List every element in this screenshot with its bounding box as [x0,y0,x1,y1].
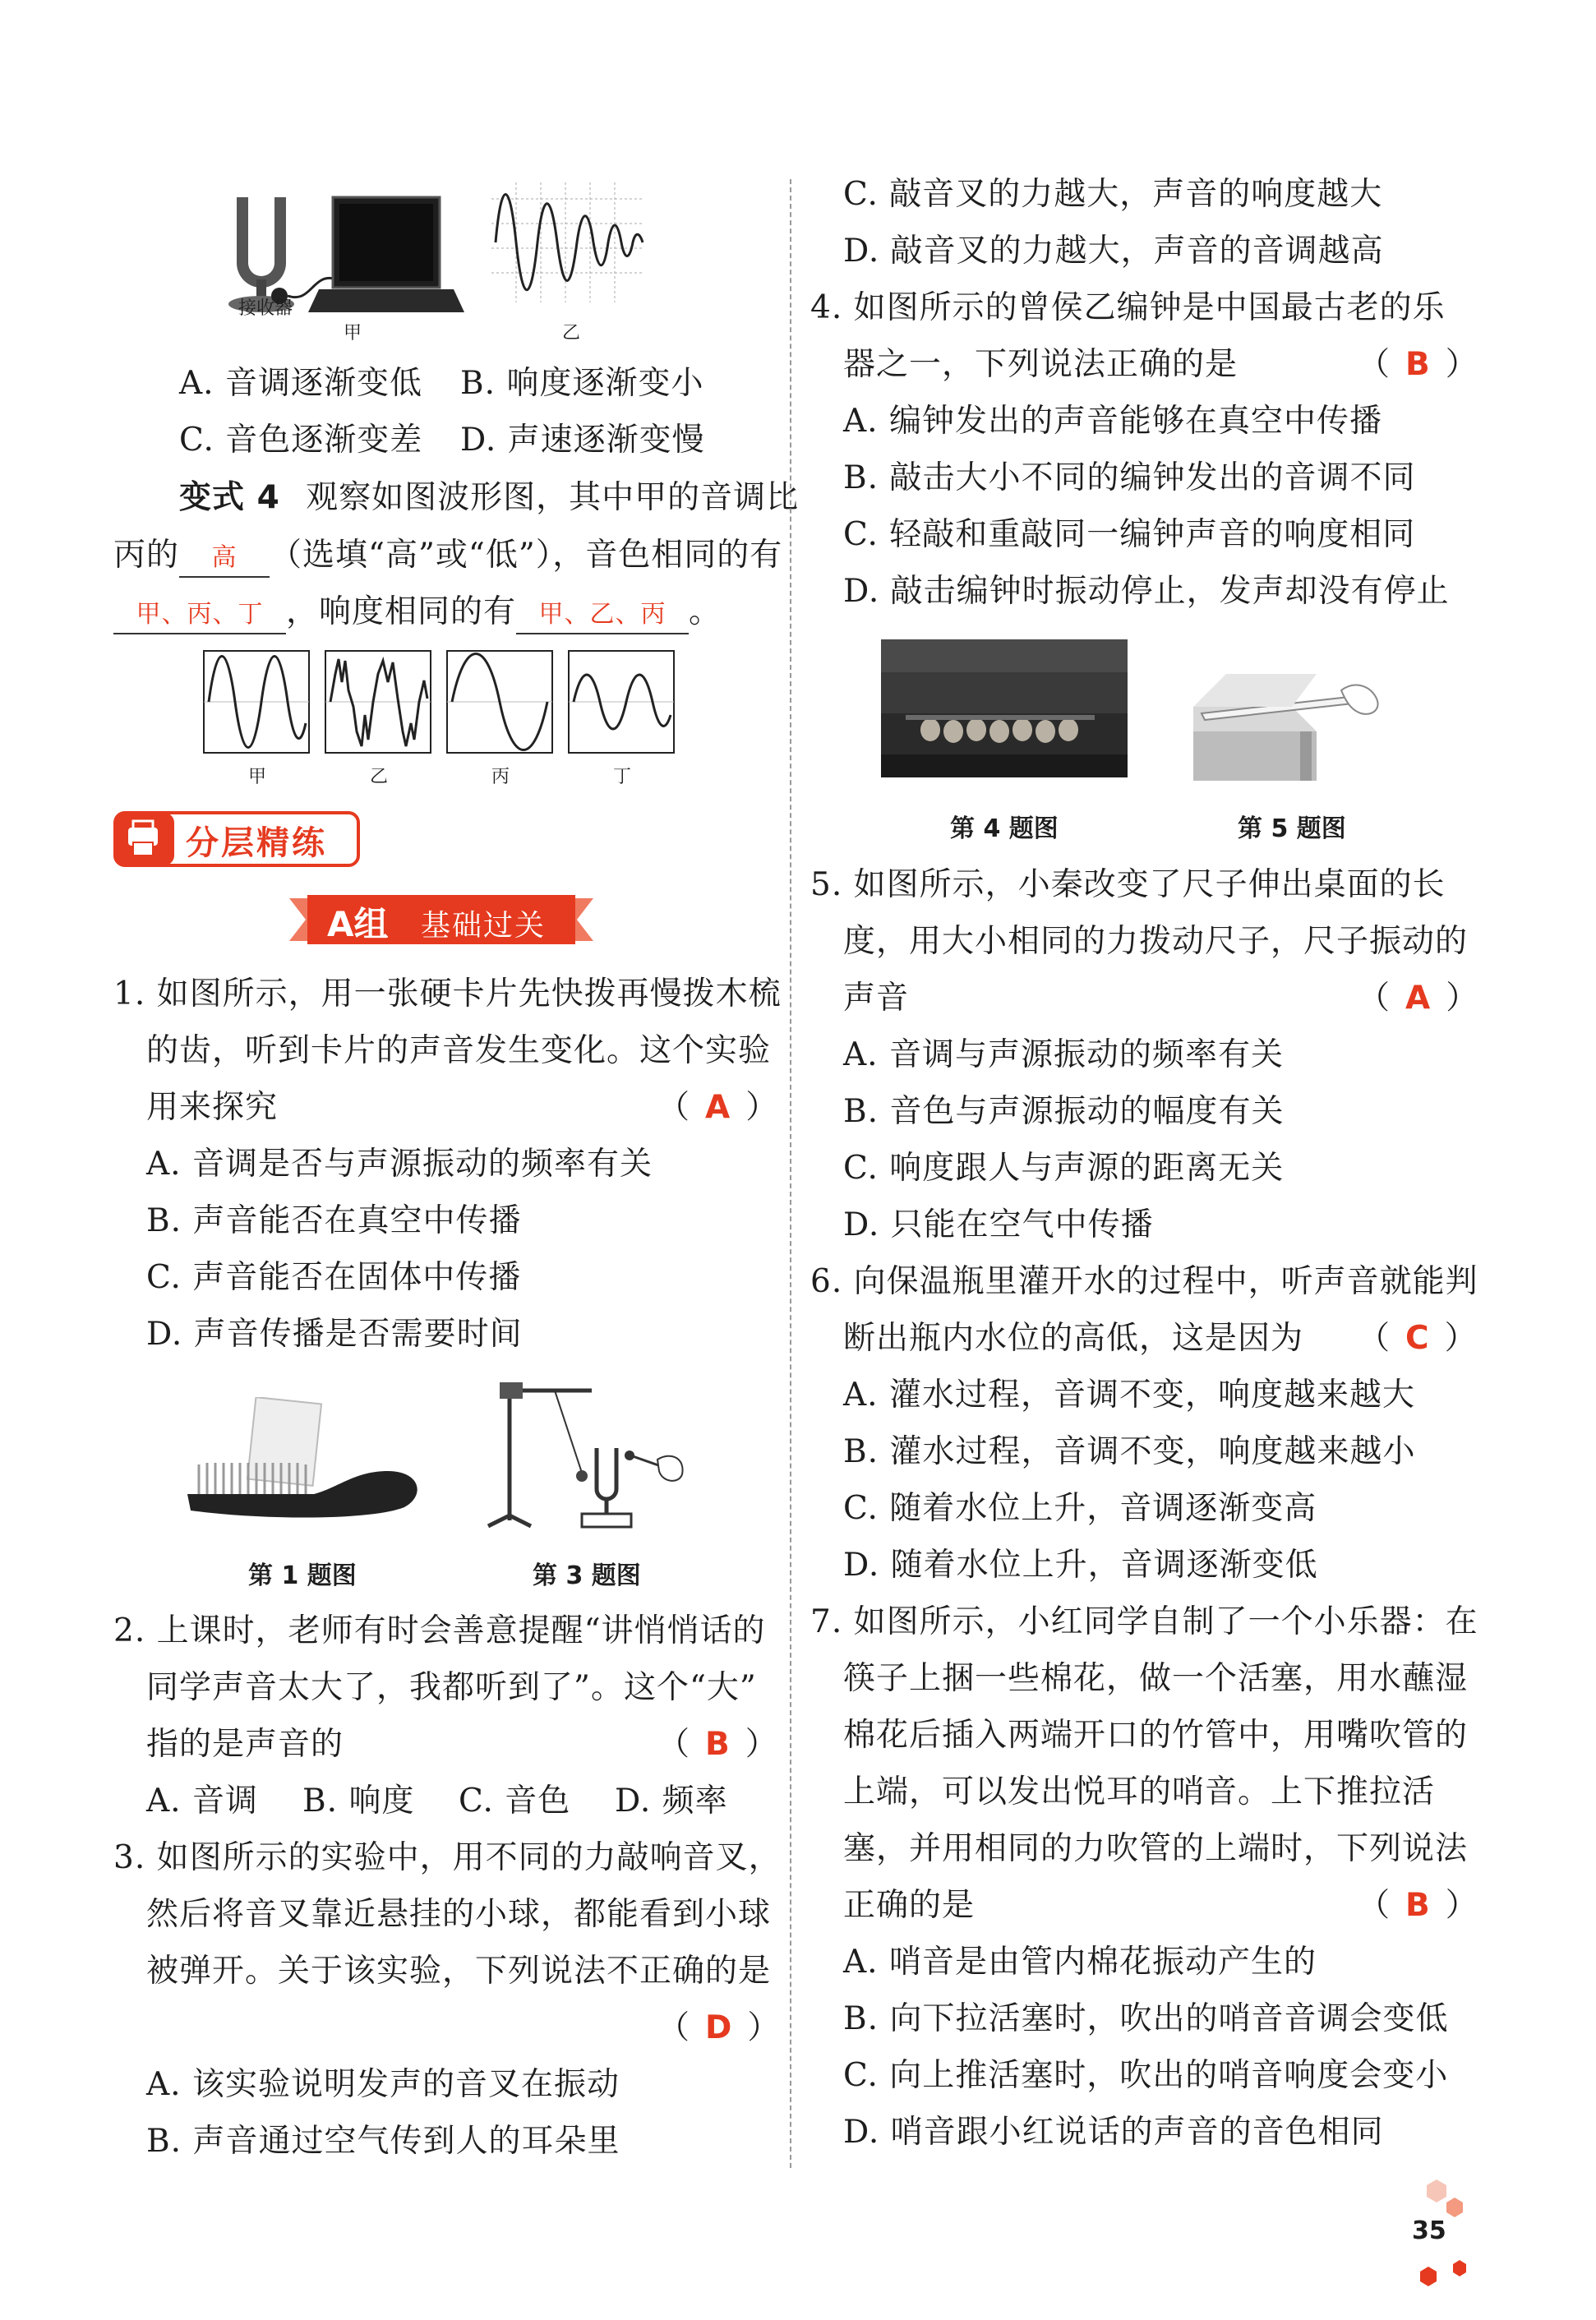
q2-option-b: B. 响度 [302,1783,415,1820]
q7-line6: 正确的是 [843,1887,976,1924]
q7-answer: B [1405,1887,1431,1924]
wave-label-bing: 丙 [491,767,510,787]
q3-line1: 3. 如图所示的实验中，用不同的力敲响音叉， [113,1839,782,1876]
q6-option-d: D. 随着水位上升，音调逐渐变低 [843,1547,1318,1584]
q1-option-c: C. 声音能否在固体中传播 [146,1259,522,1296]
q7-option-a: A. 哨音是由管内棉花振动产生的 [843,1944,1317,1981]
q5-line3: 声音 [843,980,910,1017]
q2-option-d: D. 频率 [615,1783,728,1820]
q2-option-a: A. 音调 [146,1783,258,1820]
q3-option-a: A. 该实验说明发声的音叉在振动 [146,2066,620,2103]
page-number: 35 [1412,2216,1446,2245]
figure-waveform [491,182,644,302]
figure-tuning-fork-ball [485,1374,699,1538]
q1-line3: 用来探究 [146,1089,279,1126]
wave-label-jia: 甲 [248,767,267,787]
figure-ruler-table [1193,674,1399,781]
q4-option-c: C. 轻敲和重敲同一编钟声音的响度相同 [843,516,1416,553]
q4-line1: 4. 如图所示的曾侯乙编钟是中国最古老的乐 [810,289,1446,326]
q6-option-b: B. 灌水过程，音调不变，响度越来越小 [843,1433,1416,1470]
q5-option-c: C. 响度跟人与声源的距离无关 [843,1150,1285,1187]
figure-caption-q1: 第 1 题图 [248,1561,357,1590]
q7-line5: 塞，并用相同的力吹管的上端时，下列说法 [843,1830,1469,1867]
q3-answer: D [705,2009,733,2046]
q7-line1: 7. 如图所示，小红同学自制了一个小乐器：在 [810,1603,1478,1640]
variant4-line2: 丙的 高 （选填“高”或“低”），音色相同的有 [113,535,782,578]
q2-answer-bracket: （ B ） [657,1726,778,1763]
variant4-line3: 甲、丙、丁 ，响度相同的有 甲、乙、丙 。 [113,592,722,634]
q2-line2: 同学声音太大了，我都听到了”。这个“大” [146,1669,757,1706]
q4-line2: 器之一，下列说法正确的是 [843,346,1239,383]
figure-bianzhong-photo [881,639,1128,777]
q4-option-d: D. 敲击编钟时振动停止，发声却没有停止 [843,573,1450,610]
q1-answer-bracket: （ A ） [657,1089,779,1126]
variant4-blank-loudness: 甲、乙、丙 [516,594,689,634]
prev-option-d: D. 声速逐渐变慢 [460,422,705,459]
variant4-blank-pitch: 高 [179,537,270,578]
variant4-blank-timbre: 甲、丙、丁 [113,594,286,634]
q3-option-b: B. 声音通过空气传到人的耳朵里 [146,2123,620,2160]
q6-answer: C [1405,1320,1430,1357]
q5-line1: 5. 如图所示，小秦改变了尺子伸出桌面的长 [810,866,1446,903]
prev-option-c: C. 音色逐渐变差 [179,422,423,459]
q5-option-a: A. 音调与声源振动的频率有关 [843,1036,1284,1073]
q5-line2: 度，用大小相同的力拨动尺子，尺子振动的 [843,923,1469,960]
q5-answer-bracket: （ A ） [1358,980,1479,1017]
q7-line3: 棉花后插入两端开口的竹管中，用嘴吹管的 [843,1717,1469,1754]
prev-option-b: B. 响度逐渐变小 [460,365,704,402]
figure-caption-q5: 第 5 题图 [1238,814,1346,843]
q3-answer-bracket: （ D ） [657,2009,781,2046]
section-title: 分层精练 [186,824,327,862]
q7-line4: 上端，可以发出悦耳的哨音。上下推拉活 [843,1773,1436,1810]
q7-option-d: D. 哨音跟小红说话的声音的音色相同 [843,2114,1384,2151]
q5-answer: A [1405,980,1432,1017]
q2-answer: B [705,1726,731,1763]
q4-answer: B [1405,346,1431,383]
tuning-fork-icon [237,197,286,288]
q7-answer-bracket: （ B ） [1358,1887,1478,1924]
group-title: 基础过关 [421,909,547,943]
figure-caption-receiver: 接收器 [238,298,293,319]
q5-option-d: D. 只能在空气中传播 [843,1206,1154,1243]
figure-four-waveforms [202,649,679,756]
q7-option-c: C. 向上推活塞时，吹出的哨音响度会变小 [843,2057,1449,2094]
figure-comb-card [182,1397,429,1537]
q6-line1: 6. 向保温瓶里灌开水的过程中，听声音就能判 [810,1263,1478,1300]
q4-answer-bracket: （ B ） [1358,346,1478,383]
q7-line2: 筷子上捆一些棉花，做一个活塞，用水蘸湿 [843,1660,1469,1697]
q2-option-c: C. 音色 [459,1783,571,1820]
q3-line2: 然后将音叉靠近悬挂的小球，都能看到小球 [146,1896,772,1933]
q6-line2: 断出瓶内水位的高低，这是因为 [843,1320,1304,1357]
q4-option-b: B. 敲击大小不同的编钟发出的音调不同 [843,459,1416,496]
q4-option-a: A. 编钟发出的声音能够在真空中传播 [843,403,1382,440]
q2-line1: 2. 上课时，老师有时会善意提醒“讲悄悄话的 [113,1612,766,1649]
wave-label-ding: 丁 [613,767,632,787]
figure-caption-jia: 甲 [344,323,362,344]
q6-option-c: C. 随着水位上升，音调逐渐变高 [843,1490,1317,1527]
q1-answer: A [705,1089,731,1126]
q1-option-d: D. 声音传播是否需要时间 [146,1316,523,1353]
q6-option-a: A. 灌水过程，音调不变，响度越来越大 [843,1377,1415,1414]
column-divider [790,179,791,2168]
prev-option-a: A. 音调逐渐变低 [179,365,422,402]
figure-caption-yi: 乙 [562,323,581,344]
q2-line3: 指的是声音的 [146,1726,344,1763]
q7-option-b: B. 向下拉活塞时，吹出的哨音音调会变低 [843,2000,1449,2037]
variant4-text1: 观察如图波形图，其中甲的音调比 [306,479,800,516]
q1-option-b: B. 声音能否在真空中传播 [146,1202,522,1239]
q3-option-c: C. 敲音叉的力越大，声音的响度越大 [843,176,1383,213]
figure-caption-q3: 第 3 题图 [533,1561,641,1590]
figure-caption-q4: 第 4 题图 [950,814,1059,843]
q1-line2: 的齿，听到卡片的声音发生变化。这个实验 [146,1032,772,1069]
q1-line1: 1. 如图所示，用一张硬卡片先快拨再慢拨木梳 [113,976,782,1012]
q1-option-a: A. 音调是否与声源振动的频率有关 [146,1146,653,1183]
variant4-line1 [179,477,799,519]
q6-answer-bracket: （ C ） [1358,1320,1478,1357]
q5-option-b: B. 音色与声源振动的幅度有关 [843,1093,1285,1130]
group-label: A组 [327,904,389,944]
q3-option-d: D. 敲音叉的力越大，声音的音调越高 [843,233,1384,270]
q3-line3: 被弹开。关于该实验，下列说法不正确的是 [146,1953,772,1990]
wave-label-yi: 乙 [370,767,389,787]
variant4-label: 变式 4 [179,479,280,516]
